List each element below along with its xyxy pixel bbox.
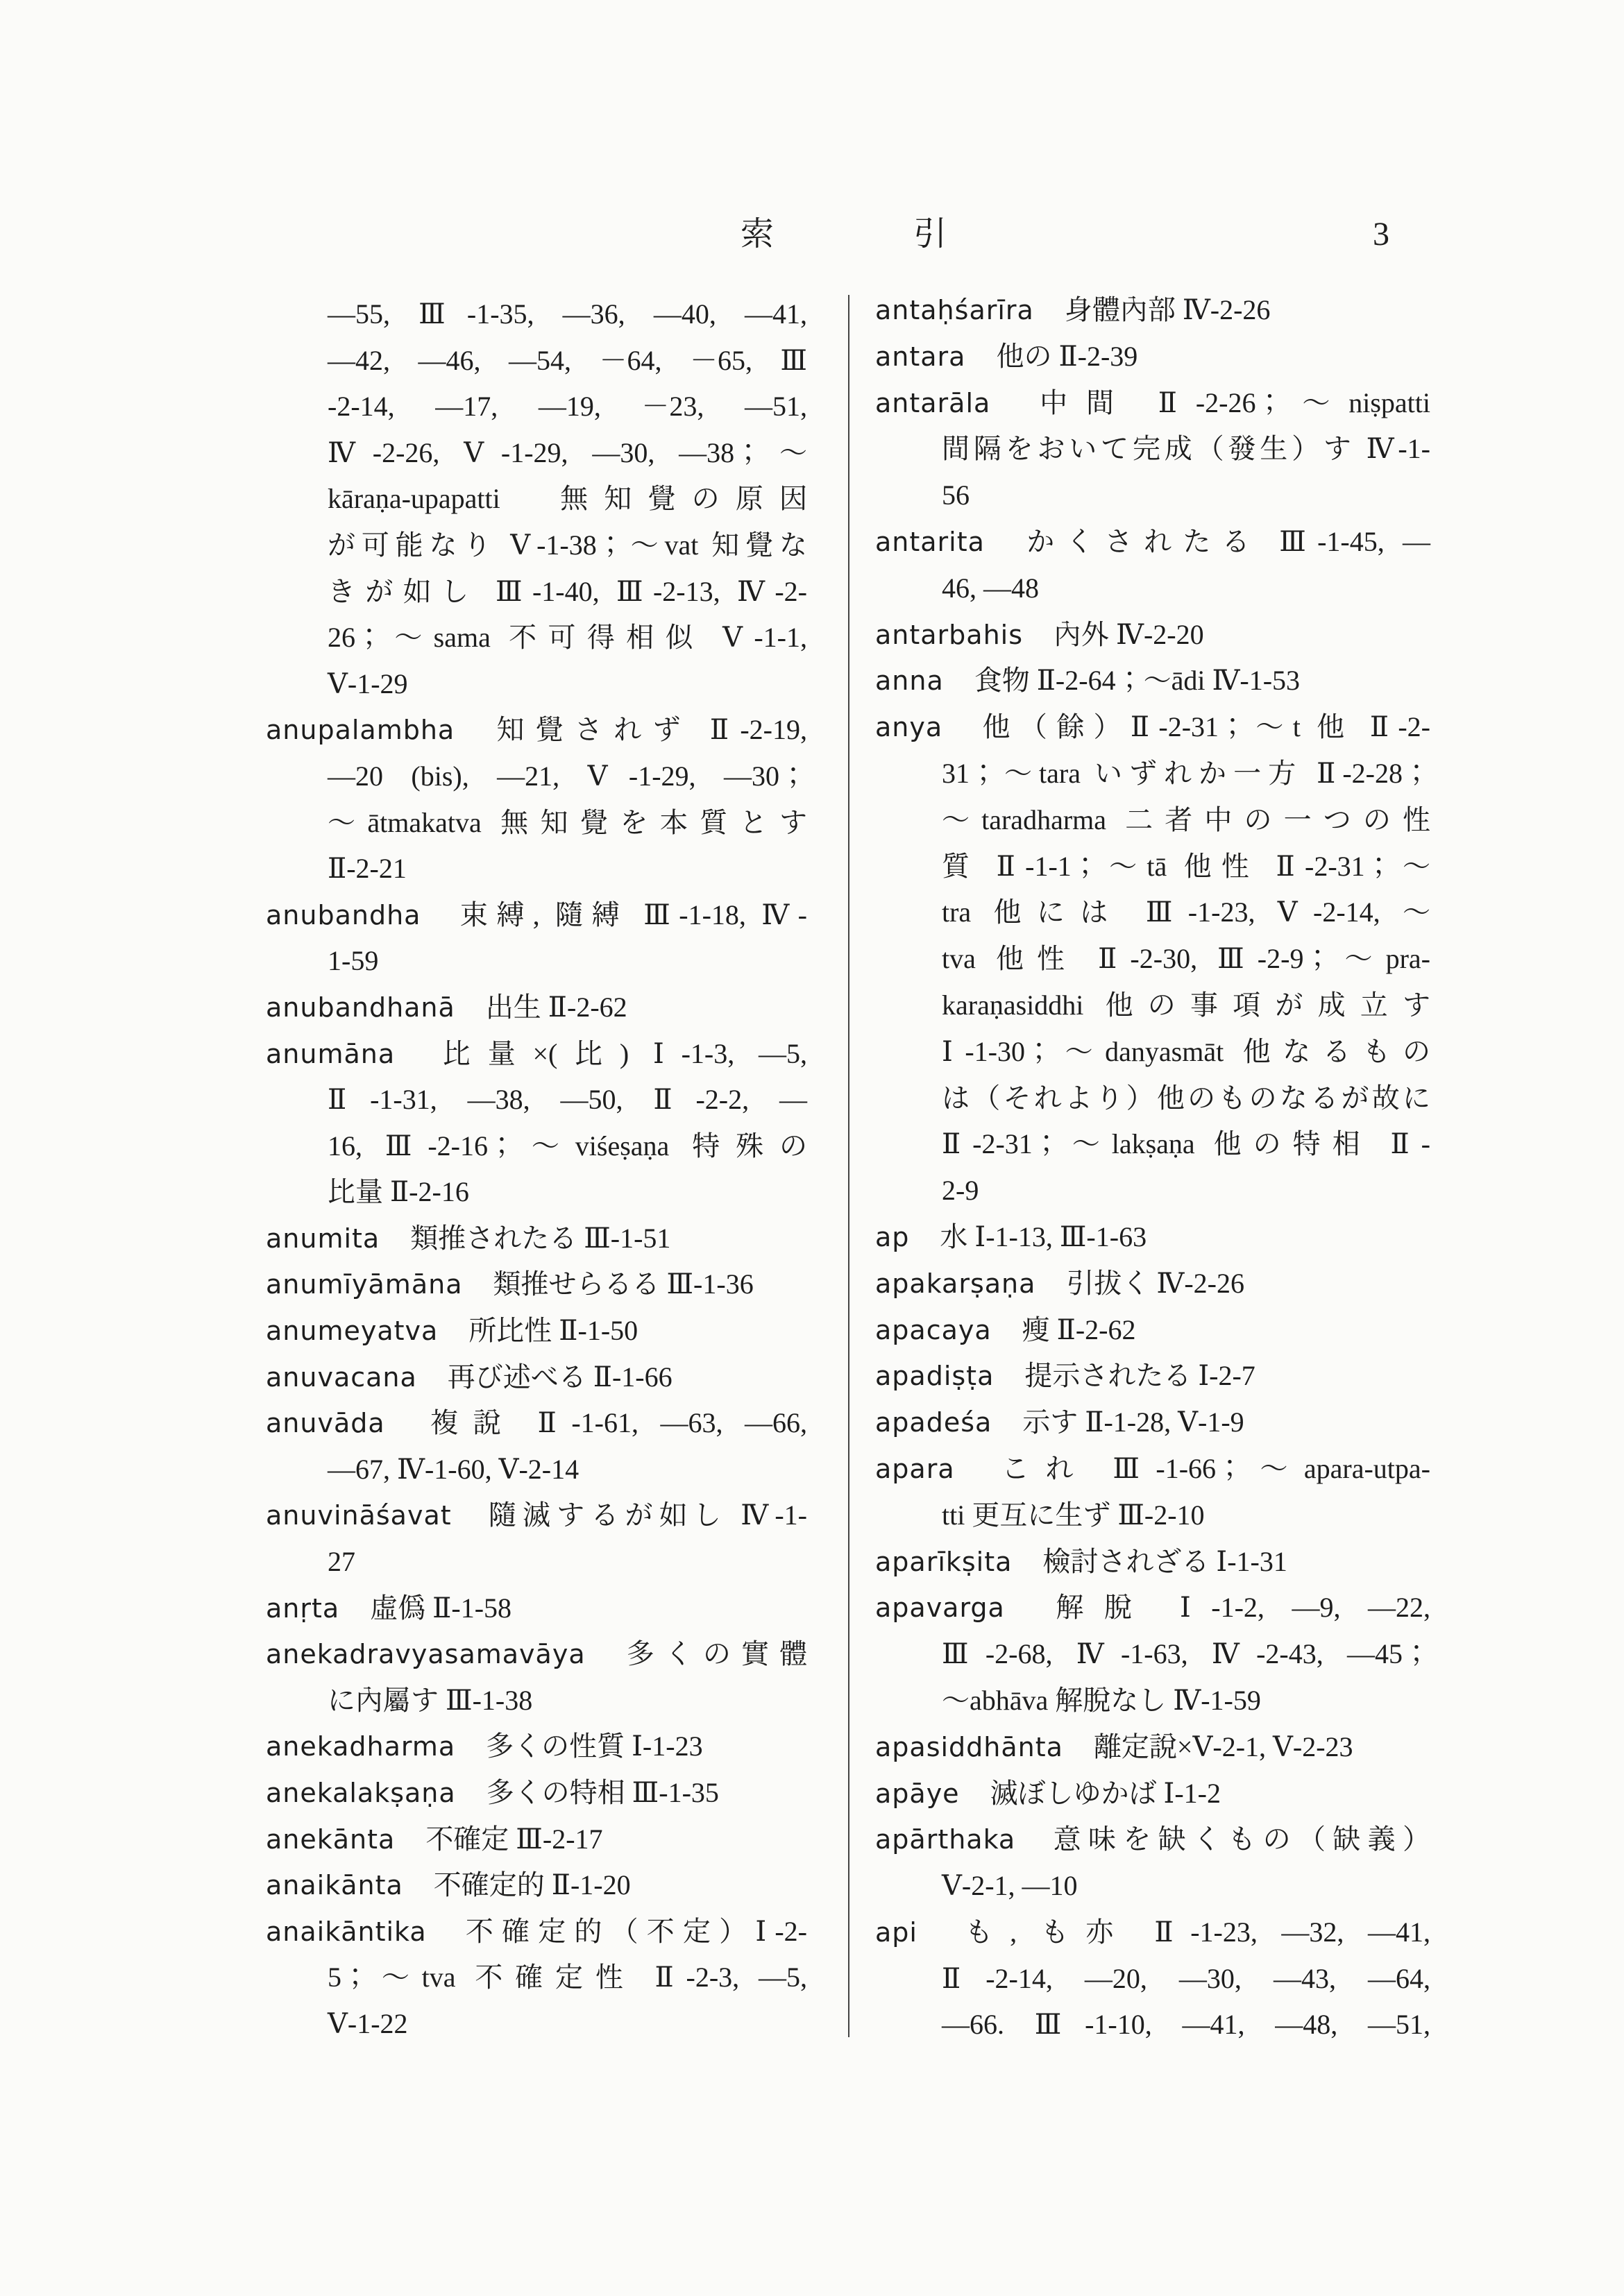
entry-text: 間隔をおいて完成（發生）す Ⅳ-1- xyxy=(942,433,1430,465)
index-entry xyxy=(875,334,1430,380)
index-line xyxy=(266,1585,807,1632)
index-line xyxy=(875,1121,1430,1168)
entry-text: 離定說×Ⅴ-2-1, Ⅴ-2-23 xyxy=(1093,1730,1353,1762)
entry-term: antarita xyxy=(875,526,985,557)
running-head-left: 索 xyxy=(741,216,775,253)
entry-text: Ⅳ-2-26, Ⅴ-1-29, —30, —38；～ xyxy=(328,436,807,468)
entry-term: anumāna xyxy=(266,1038,396,1069)
index-line xyxy=(875,1029,1430,1075)
entry-text: —42, —46, —54, －64, －65, Ⅲ xyxy=(328,344,807,376)
index-line xyxy=(875,426,1430,473)
index-entry xyxy=(875,1353,1430,1400)
index-entry xyxy=(266,1308,807,1354)
entry-text: かくされたる Ⅲ-1-45, — xyxy=(1015,525,1430,557)
index-entry xyxy=(266,1216,807,1262)
entry-term: apavarga xyxy=(875,1592,1005,1624)
index-line xyxy=(875,1631,1430,1678)
index-entry xyxy=(266,1493,807,1585)
entry-text: 多くの特相 Ⅲ-1-35 xyxy=(486,1777,719,1808)
entry-text: 比量 Ⅱ-2-16 xyxy=(328,1176,469,1208)
entry-text: -2-14, —17, —19, －23, —51, xyxy=(328,391,807,423)
entry-text: 示す Ⅱ-1-28, Ⅴ-1-9 xyxy=(1022,1406,1244,1438)
index-line xyxy=(875,1446,1430,1493)
entry-text: Ⅴ-1-22 xyxy=(328,2007,408,2039)
entry-text: 5；～tva 不確定性 Ⅱ-2-3, —5, xyxy=(328,1962,807,1993)
index-entry xyxy=(266,1031,807,1216)
index-line xyxy=(266,985,807,1031)
index-line xyxy=(266,1909,807,1955)
entry-text: 隨滅するが如し Ⅳ-1- xyxy=(482,1499,807,1531)
index-entry xyxy=(875,380,1430,519)
entry-term: anekānta xyxy=(266,1823,396,1855)
index-line xyxy=(266,1308,807,1354)
index-line xyxy=(875,1400,1430,1446)
index-line xyxy=(875,1771,1430,1817)
index-entry xyxy=(875,704,1430,1214)
entry-text: tra 他には Ⅲ-1-23, Ⅴ-2-14, ～ xyxy=(942,896,1430,928)
entry-term: anya xyxy=(875,712,943,743)
index-entry xyxy=(875,1214,1430,1261)
entry-text: に內屬す Ⅲ-1-38 xyxy=(328,1684,533,1716)
index-entry xyxy=(875,1724,1430,1771)
entry-text: 不確定的 Ⅱ-1-20 xyxy=(433,1869,631,1901)
right-column xyxy=(875,287,1430,2048)
index-line xyxy=(875,519,1430,566)
index-line xyxy=(875,2002,1430,2048)
entry-text: 出生 Ⅱ-2-62 xyxy=(485,991,627,1023)
index-line xyxy=(875,1075,1430,1122)
entry-text: 知覺されず Ⅱ-2-19, xyxy=(485,714,807,746)
index-line xyxy=(266,1493,807,1539)
entry-term: anna xyxy=(875,665,944,697)
index-line xyxy=(875,797,1430,844)
index-line xyxy=(266,1400,807,1447)
index-line xyxy=(266,1123,807,1170)
entry-text: 他の Ⅱ-2-39 xyxy=(996,340,1138,372)
entry-text: 不確定的（不定）Ⅰ-2- xyxy=(457,1915,807,1947)
index-entry xyxy=(875,1539,1430,1585)
index-line xyxy=(266,1817,807,1863)
index-line xyxy=(266,569,807,615)
entry-term: anekadharma xyxy=(266,1731,456,1762)
entry-term: apārthaka xyxy=(875,1824,1016,1855)
entry-text: 身體內部 Ⅳ-2-26 xyxy=(1064,294,1271,325)
index-entry xyxy=(266,1862,807,1909)
index-entry xyxy=(266,1585,807,1632)
index-entry xyxy=(266,1724,807,1770)
index-line xyxy=(875,1539,1430,1585)
entry-term: anuvināśavat xyxy=(266,1500,452,1531)
entry-term: antara xyxy=(875,341,966,372)
entry-term: apara xyxy=(875,1453,955,1484)
entry-text: 瘦 Ⅱ-2-62 xyxy=(1022,1313,1136,1345)
entry-term: anekadravyasamavāya xyxy=(266,1639,586,1670)
index-entry xyxy=(875,658,1430,704)
index-line xyxy=(875,287,1430,334)
index-entry xyxy=(266,892,807,985)
entry-text: ～ātmakatva 無知覺を本質とす xyxy=(328,806,807,838)
entry-term: antaḥśarīra xyxy=(875,295,1034,325)
index-line xyxy=(266,1031,807,1078)
index-line xyxy=(266,615,807,661)
index-entry xyxy=(875,1307,1430,1354)
entry-text: ～abhāva 解脫なし Ⅳ-1-59 xyxy=(942,1684,1261,1716)
index-line xyxy=(266,1169,807,1216)
index-line xyxy=(875,1863,1430,1910)
index-line xyxy=(266,938,807,985)
entry-term: apasiddhānta xyxy=(875,1731,1063,1762)
index-line xyxy=(266,800,807,847)
entry-text: 複說 Ⅱ-1-61, —63, —66, xyxy=(415,1407,807,1439)
index-entry xyxy=(875,1400,1430,1446)
entry-text: 水 Ⅰ-1-13, Ⅲ-1-63 xyxy=(940,1221,1147,1252)
index-line xyxy=(875,1353,1430,1400)
entry-text: tti 更互に生ず Ⅲ-2-10 xyxy=(942,1499,1205,1531)
entry-text: Ⅴ-1-29 xyxy=(328,667,408,699)
index-line xyxy=(875,658,1430,704)
index-line xyxy=(266,846,807,892)
index-entry xyxy=(266,1770,807,1817)
index-line xyxy=(266,1770,807,1817)
entry-text: karaṇasiddhi 他の事項が成立す xyxy=(942,989,1430,1021)
entry-text: 引拔く Ⅳ-2-26 xyxy=(1066,1267,1245,1299)
entry-text: 26；～sama 不可得相似 Ⅴ-1-1, xyxy=(328,622,807,654)
entry-text: 滅ぼしゆかば Ⅰ-1-2 xyxy=(990,1777,1221,1809)
entry-text: 虛僞 Ⅱ-1-58 xyxy=(370,1592,512,1624)
index-line xyxy=(875,936,1430,983)
index-entry xyxy=(266,1909,807,2048)
entry-text: —66. Ⅲ-1-10, —41, —48, —51, xyxy=(942,2009,1430,2041)
index-line xyxy=(266,1631,807,1678)
index-line xyxy=(875,704,1430,751)
index-line xyxy=(266,1678,807,1724)
entry-text: Ⅰ-1-30；～danyasmāt 他なるもの xyxy=(942,1035,1430,1067)
index-line xyxy=(266,2001,807,2048)
index-entry xyxy=(266,1631,807,1724)
entry-text: 56 xyxy=(942,479,970,511)
entry-term: anupalambha xyxy=(266,715,455,746)
index-entry-continued xyxy=(266,291,807,707)
index-entry xyxy=(875,1910,1430,2048)
index-line xyxy=(266,1724,807,1770)
index-line xyxy=(875,473,1430,519)
entry-text: 內外 Ⅳ-2-20 xyxy=(1054,618,1204,650)
entry-text: が可能なり Ⅴ-1-38；～vat 知覺な xyxy=(328,529,807,561)
index-line xyxy=(266,430,807,477)
index-entry xyxy=(875,1261,1430,1307)
entry-term: ap xyxy=(875,1221,910,1252)
index-line xyxy=(875,1724,1430,1771)
entry-term: api xyxy=(875,1916,917,1948)
index-entry xyxy=(266,1354,807,1401)
left-column xyxy=(266,291,807,2048)
entry-text: これ Ⅲ-1-66；～apara-utpa- xyxy=(985,1452,1430,1484)
page-number: 3 xyxy=(1373,216,1389,253)
entry-text: 再び述べる Ⅱ-1-66 xyxy=(447,1361,673,1393)
entry-term: antarbahis xyxy=(875,619,1024,650)
entry-text: 質 Ⅱ-1-1；～tā 他性 Ⅱ-2-31；～ xyxy=(942,850,1430,882)
index-line xyxy=(875,1307,1430,1354)
running-head-right: 引 xyxy=(913,216,947,253)
entry-text: 比量×(比) Ⅰ-1-3, —5, xyxy=(425,1037,807,1069)
entry-text: 多くの性質 Ⅰ-1-23 xyxy=(486,1730,703,1762)
index-entry xyxy=(875,1585,1430,1724)
entry-text: 解脫 Ⅰ-1-2, —9, —22, xyxy=(1035,1592,1430,1624)
entry-term: aparīkṣita xyxy=(875,1546,1013,1577)
index-line xyxy=(875,1261,1430,1307)
entry-term: anubandhanā xyxy=(266,992,455,1023)
index-line xyxy=(266,1539,807,1585)
index-line xyxy=(875,1817,1430,1863)
index-line xyxy=(875,890,1430,936)
index-entry xyxy=(875,1771,1430,1817)
index-line xyxy=(875,983,1430,1029)
index-line xyxy=(875,1678,1430,1724)
entry-text: Ⅱ-2-21 xyxy=(328,853,407,885)
index-line xyxy=(875,566,1430,612)
entry-term: apakarṣaṇa xyxy=(875,1268,1036,1299)
entry-text: 多くの實體 xyxy=(616,1638,807,1670)
index-line xyxy=(266,892,807,939)
index-line xyxy=(875,751,1430,797)
entry-term: apadeśa xyxy=(875,1407,992,1438)
index-line xyxy=(266,661,807,708)
index-line xyxy=(875,612,1430,658)
index-line xyxy=(266,1955,807,2001)
index-entry xyxy=(875,612,1430,658)
entry-text: 束縛, 隨縛 Ⅲ-1-18, Ⅳ- xyxy=(451,899,807,930)
entry-text: 食物 Ⅱ-2-64；～ādi Ⅳ-1-53 xyxy=(974,665,1301,697)
index-line xyxy=(875,1214,1430,1261)
entry-text: 1-59 xyxy=(328,945,379,977)
entry-term: anaikānta xyxy=(266,1870,403,1901)
entry-text: 他（餘）Ⅱ-2-31；～t 他 Ⅱ-2- xyxy=(973,711,1430,743)
entry-text: 類推せらるる Ⅲ-1-36 xyxy=(493,1268,754,1300)
index-line xyxy=(875,1168,1430,1214)
index-line xyxy=(266,707,807,754)
entry-term: apacaya xyxy=(875,1314,992,1345)
index-entry xyxy=(266,1261,807,1308)
entry-text: —55, Ⅲ-1-35, —36, —40, —41, xyxy=(328,298,807,330)
index-entry xyxy=(266,985,807,1031)
entry-term: anumeyatva xyxy=(266,1316,439,1347)
index-line xyxy=(266,1077,807,1123)
entry-text: 2-9 xyxy=(942,1175,979,1207)
index-entry xyxy=(875,1817,1430,1910)
column-divider xyxy=(848,295,849,2037)
entry-text: 檢討されざる Ⅰ-1-31 xyxy=(1042,1545,1287,1577)
entry-text: も, も亦 Ⅱ-1-23, —32, —41, xyxy=(947,1916,1430,1948)
entry-text: 意味を缺くもの（缺義） xyxy=(1046,1823,1430,1855)
index-line xyxy=(875,1585,1430,1631)
index-line xyxy=(266,476,807,522)
entry-text: Ⅱ-1-31, —38, —50, Ⅱ-2-2, — xyxy=(328,1084,807,1116)
index-entry xyxy=(875,1446,1430,1539)
entry-text: は（それより）他のものなるが故に xyxy=(942,1082,1430,1114)
entry-term: anubandha xyxy=(266,899,421,930)
index-entry xyxy=(875,287,1430,334)
entry-text: 31；～tara いずれか一方 Ⅱ-2-28； xyxy=(942,757,1430,789)
index-line xyxy=(266,754,807,800)
entry-term: anekalakṣaṇa xyxy=(266,1778,456,1808)
entry-term: anuvacana xyxy=(266,1361,417,1393)
entry-text: Ⅲ-2-68, Ⅳ-1-63, Ⅳ-2-43, —45； xyxy=(942,1638,1430,1670)
index-line xyxy=(266,384,807,430)
entry-text: 27 xyxy=(328,1546,355,1578)
entry-term: antarāla xyxy=(875,387,991,418)
index-entry xyxy=(266,1817,807,1863)
entry-text: 類推されたる Ⅲ-1-51 xyxy=(410,1222,671,1254)
index-entry xyxy=(875,519,1430,612)
entry-text: —20 (bis), —21, Ⅴ-1-29, —30； xyxy=(328,760,807,792)
index-line xyxy=(266,1216,807,1262)
entry-term: anumita xyxy=(266,1223,380,1254)
entry-text: 所比性 Ⅱ-1-50 xyxy=(468,1315,638,1347)
entry-term: anṛta xyxy=(266,1592,340,1624)
index-line xyxy=(266,522,807,569)
entry-text: Ⅱ-2-31；～lakṣaṇa 他の特相 Ⅱ- xyxy=(942,1128,1430,1160)
entry-term: anaikāntika xyxy=(266,1916,427,1947)
index-line xyxy=(266,291,807,338)
index-line xyxy=(266,1447,807,1493)
entry-text: きが如し Ⅲ-1-40, Ⅲ-2-13, Ⅳ-2- xyxy=(328,575,807,607)
index-entry xyxy=(266,707,807,892)
index-entry xyxy=(266,1400,807,1493)
index-line xyxy=(875,380,1430,427)
entry-term: anumīyāmāna xyxy=(266,1269,463,1300)
entry-term: anuvāda xyxy=(266,1408,385,1439)
index-line xyxy=(266,338,807,384)
index-line xyxy=(875,1493,1430,1539)
index-line xyxy=(266,1862,807,1909)
entry-text: tva 他性 Ⅱ-2-30, Ⅲ-2-9；～pra- xyxy=(942,943,1430,975)
entry-text: —67, Ⅳ-1-60, Ⅴ-2-14 xyxy=(328,1453,580,1485)
entry-text: 16, Ⅲ-2-16；～viśeṣaṇa 特殊の xyxy=(328,1130,807,1162)
index-line xyxy=(875,844,1430,890)
index-line xyxy=(875,334,1430,380)
index-line xyxy=(266,1354,807,1401)
entry-text: Ⅴ-2-1, —10 xyxy=(942,1870,1078,1902)
entry-text: 46, —48 xyxy=(942,572,1039,604)
entry-text: ～taradharma 二者中の一つの性 xyxy=(942,803,1430,835)
entry-term: apadiṣṭa xyxy=(875,1361,995,1392)
entry-text: 不確定 Ⅲ-2-17 xyxy=(425,1823,603,1855)
entry-text: Ⅱ-2-14, —20, —30, —43, —64, xyxy=(942,1962,1430,1994)
index-line xyxy=(875,1910,1430,1956)
entry-text: kāraṇa-upapatti 無知覺の原因 xyxy=(328,483,807,515)
entry-text: 中間 Ⅱ-2-26；～niṣpatti xyxy=(1021,386,1430,418)
index-line xyxy=(266,1261,807,1308)
entry-text: 提示されたる Ⅰ-2-7 xyxy=(1024,1360,1255,1392)
entry-term: apāye xyxy=(875,1778,960,1809)
index-line xyxy=(875,1956,1430,2002)
